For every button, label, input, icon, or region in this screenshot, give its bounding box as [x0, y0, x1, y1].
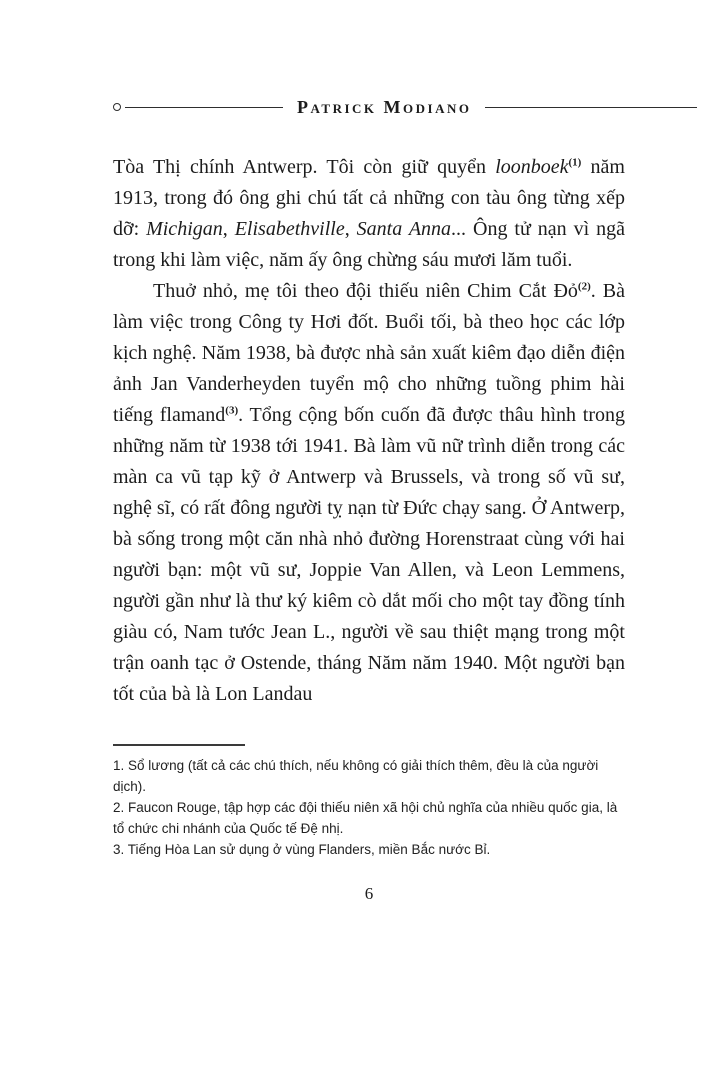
page-number: 6: [364, 884, 374, 903]
footnotes: [113, 755, 625, 860]
footnote: 2. Faucon Rouge, tập hợp các đội thiếu niên xã hội chủ nghĩa của nhiều quốc gia, là tổ chức chi nhánh của Quốc tế Đệ nhị.: [113, 800, 618, 836]
running-header: [113, 96, 625, 118]
paragraph: Tòa Thị chính Antwerp. Tôi còn giữ quyển loonboek$^{(1)}$ năm 1913, trong đó ông ghi chú tất cả những con tàu ông từng xếp dỡ: Michigan, Elisabethville, Santa Anna... Ông tử nạn vì ngã trong khi làm việc, năm ấy ông chừng sáu mươi lăm tuổi.: [113, 156, 625, 271]
header-rule-left: [125, 107, 283, 108]
footnote-rule: [113, 744, 245, 746]
header-rule-right: [485, 107, 697, 108]
body-text: [113, 152, 625, 710]
paragraph: Thuở nhỏ, mẹ tôi theo đội thiếu niên Chim Cắt Đỏ$^{(2)}$. Bà làm việc trong Công ty Hơi đốt. Buổi tối, bà theo học các lớp kịch nghệ. Năm 1938, bà được nhà sản xuất kiêm đạo diễn điện ảnh Jan Vanderheyden tuyển mộ cho những tuồng phim hài tiếng flamand$^{(3)}$. Tổng cộng bốn cuốn đã được thâu hình trong những năm từ 1938 tới 1941. Bà làm vũ nữ trình diễn trong các màn ca vũ tạp kỹ ở Antwerp và Brussels, và trong số vũ sư, nghệ sĩ, có rất đông người tỵ nạn từ Đức chạy sang. Ở Antwerp, bà sống trong một căn nhà nhỏ đường Horenstraat cùng với hai người bạn: một vũ sư, Joppie Van Allen, và Leon Lemmens, người gần như là thư ký kiêm cò dắt mối cho một tay đồng tính giàu có, Nam tước Jean L., người về sau thiệt mạng trong một trận oanh tạc ở Ostende, tháng Năm năm 1940. Một người bạn tốt của bà là Lon Landau: [113, 280, 625, 705]
footnote: 1. Sổ lương (tất cả các chú thích, nếu không có giải thích thêm, đều là của người dịch).: [113, 758, 599, 794]
footnote: 3. Tiếng Hòa Lan sử dụng ở vùng Flanders, miền Bắc nước Bỉ.: [113, 842, 491, 857]
ornament-circle-icon: [113, 103, 121, 111]
author-name: Patrick Modiano: [297, 96, 472, 117]
